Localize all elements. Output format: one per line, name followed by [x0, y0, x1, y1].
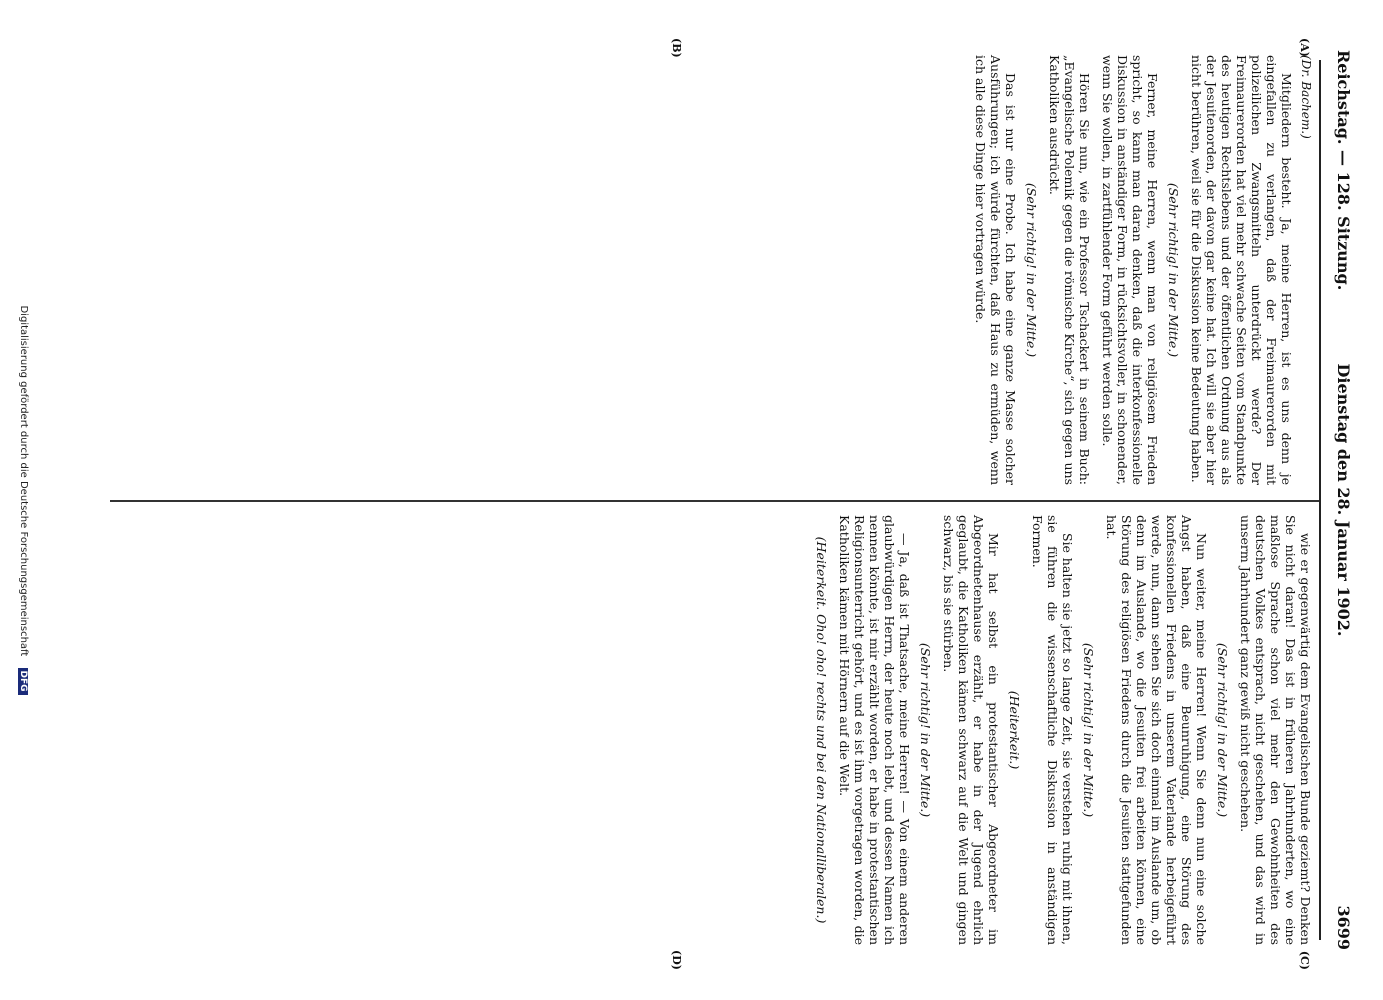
margin-letter-d: (D): [670, 950, 683, 970]
page-number: 3699: [1334, 905, 1353, 950]
margin-letter-a: (A): [1298, 38, 1311, 57]
page-header: [1323, 50, 1353, 950]
interjection: (Sehr richtig! in der Mitte.): [918, 642, 933, 818]
interjection: (Sehr richtig! in der Mitte.): [1166, 182, 1181, 358]
header-rule: [1319, 60, 1321, 940]
interjection: (Sehr richtig! in der Mitte.): [1024, 182, 1039, 358]
left-column: [120, 55, 1313, 485]
paragraph: Das ist nur eine Probe. Ich habe eine ganze Masse solcher Ausführungen; ich würde fürchten, daß Haus zu ermüden, wenn ich alle diese Dinge hier vortragen würde.: [973, 55, 1018, 485]
paragraph: wie er gegenwärtig dem Evangelischen Bunde geziemt? Denken Sie nicht daran! Das ist in früheren Jahrhunderten, wo eine maßlose Sprache schon viel mehr den Gewohnheiten des deutschen Volkes entsprach, nicht geschehen, und das wird in unserm Jahrhundert ganz gewiß nicht geschehen.: [1238, 515, 1313, 945]
interjection: (Sehr richtig! in der Mitte.): [1215, 642, 1230, 818]
paragraph: Ferner, meine Herren, wenn man von religiösem Frieden spricht, so kann man daran denken, daß die interkonfessionelle Diskussion in anständiger Form, in rücksichtsvoller, in schonender, wenn Sie wollen, in zartfühlender Form geführt werden solle.: [1100, 55, 1160, 485]
paragraph: Sie halten sie jetzt so lange Zeit, sie verstehen ruhig mit ihnen, sie führen die wissenschaftliche Diskussion in anständigen Formen.: [1030, 515, 1075, 945]
paragraph: Hören Sie nun, wie ein Professor Tschackert in seinem Buch: „Evangelische Polemik gegen die römische Kirche“, sich gegen uns Katholiken ausdrückt.: [1047, 55, 1092, 485]
closing-interjection: (Heiterkeit. Oho! oho! rechts und bei den Nationalliberalen.): [814, 536, 829, 924]
column-divider: [110, 500, 1319, 502]
margin-letter-c: (C): [1298, 950, 1311, 970]
digitization-credit: [18, 0, 29, 1000]
paragraph: — Ja, daß ist Thatsache, meine Herren! — Von einem anderen glaubwürdigen Herrn, der heute noch lebt, und dessen Namen ich nennen könnte, ist mir erzählt worden, er habe in protestantischen Religionsunterricht gehört, und es ist ihm vorgetragen worden, die Katholiken kämen mit Hörnern auf die Welt.: [837, 515, 912, 945]
speaker-label: (Dr. Bachem.): [1299, 55, 1313, 139]
header-left: Reichstag. — 128. Sitzung.: [1334, 50, 1353, 291]
credit-text: Digitalisierung gefördert durch die Deutsche Forschungsgemeinschaft: [18, 305, 29, 657]
paragraph: Nun weiter, meine Herren! Wenn Sie denn nun eine solche Angst haben, daß eine Beunruhigung, eine Störung des konfessionellen Friedens in unserem Vaterlande herbeigeführt werde, nun, dann sehen Sie sich doch einmal im Auslande um, ob denn im Auslande, wo die Jesuiten frei arbeiten können, eine Störung des religiösen Friedens durch die Jesuiten stattgefunden hat.: [1104, 515, 1209, 945]
interjection: (Heiterkeit.): [1007, 690, 1022, 770]
header-center: Dienstag den 28. Januar 1902.: [1334, 363, 1353, 637]
dfg-logo: DFG: [18, 668, 28, 695]
paragraph: Mir hat selbst ein protestantischer Abgeordneter im Abgeordnetenhause erzählt, er habe in der Jugend ehrlich geglaubt, die Katholiken kämen schwarz auf die Welt und gingen schwarz, bis sie stürben.: [941, 515, 1001, 945]
paragraph: Mitgliedern besteht. Ja, meine Herren, ist es uns denn je eingefallen zu verlangen, daß der Freimaurerorden mit polizeilichen Zwangsmitteln unterdrückt werde? Der Freimaurerorden hat viel mehr schwache Seiten vom Standpunkte des heutigen Rechtslebens und der öffentlichen Ordnung aus als der Jesuitenorden, der davon gar keine hat. Ich will sie aber hier nicht berühren, weil sie für die Diskussion keine Bedeutung haben.: [1189, 55, 1294, 485]
right-column: [120, 515, 1313, 945]
interjection: (Sehr richtig! in der Mitte.): [1081, 642, 1096, 818]
margin-letter-b: (B): [670, 38, 683, 58]
